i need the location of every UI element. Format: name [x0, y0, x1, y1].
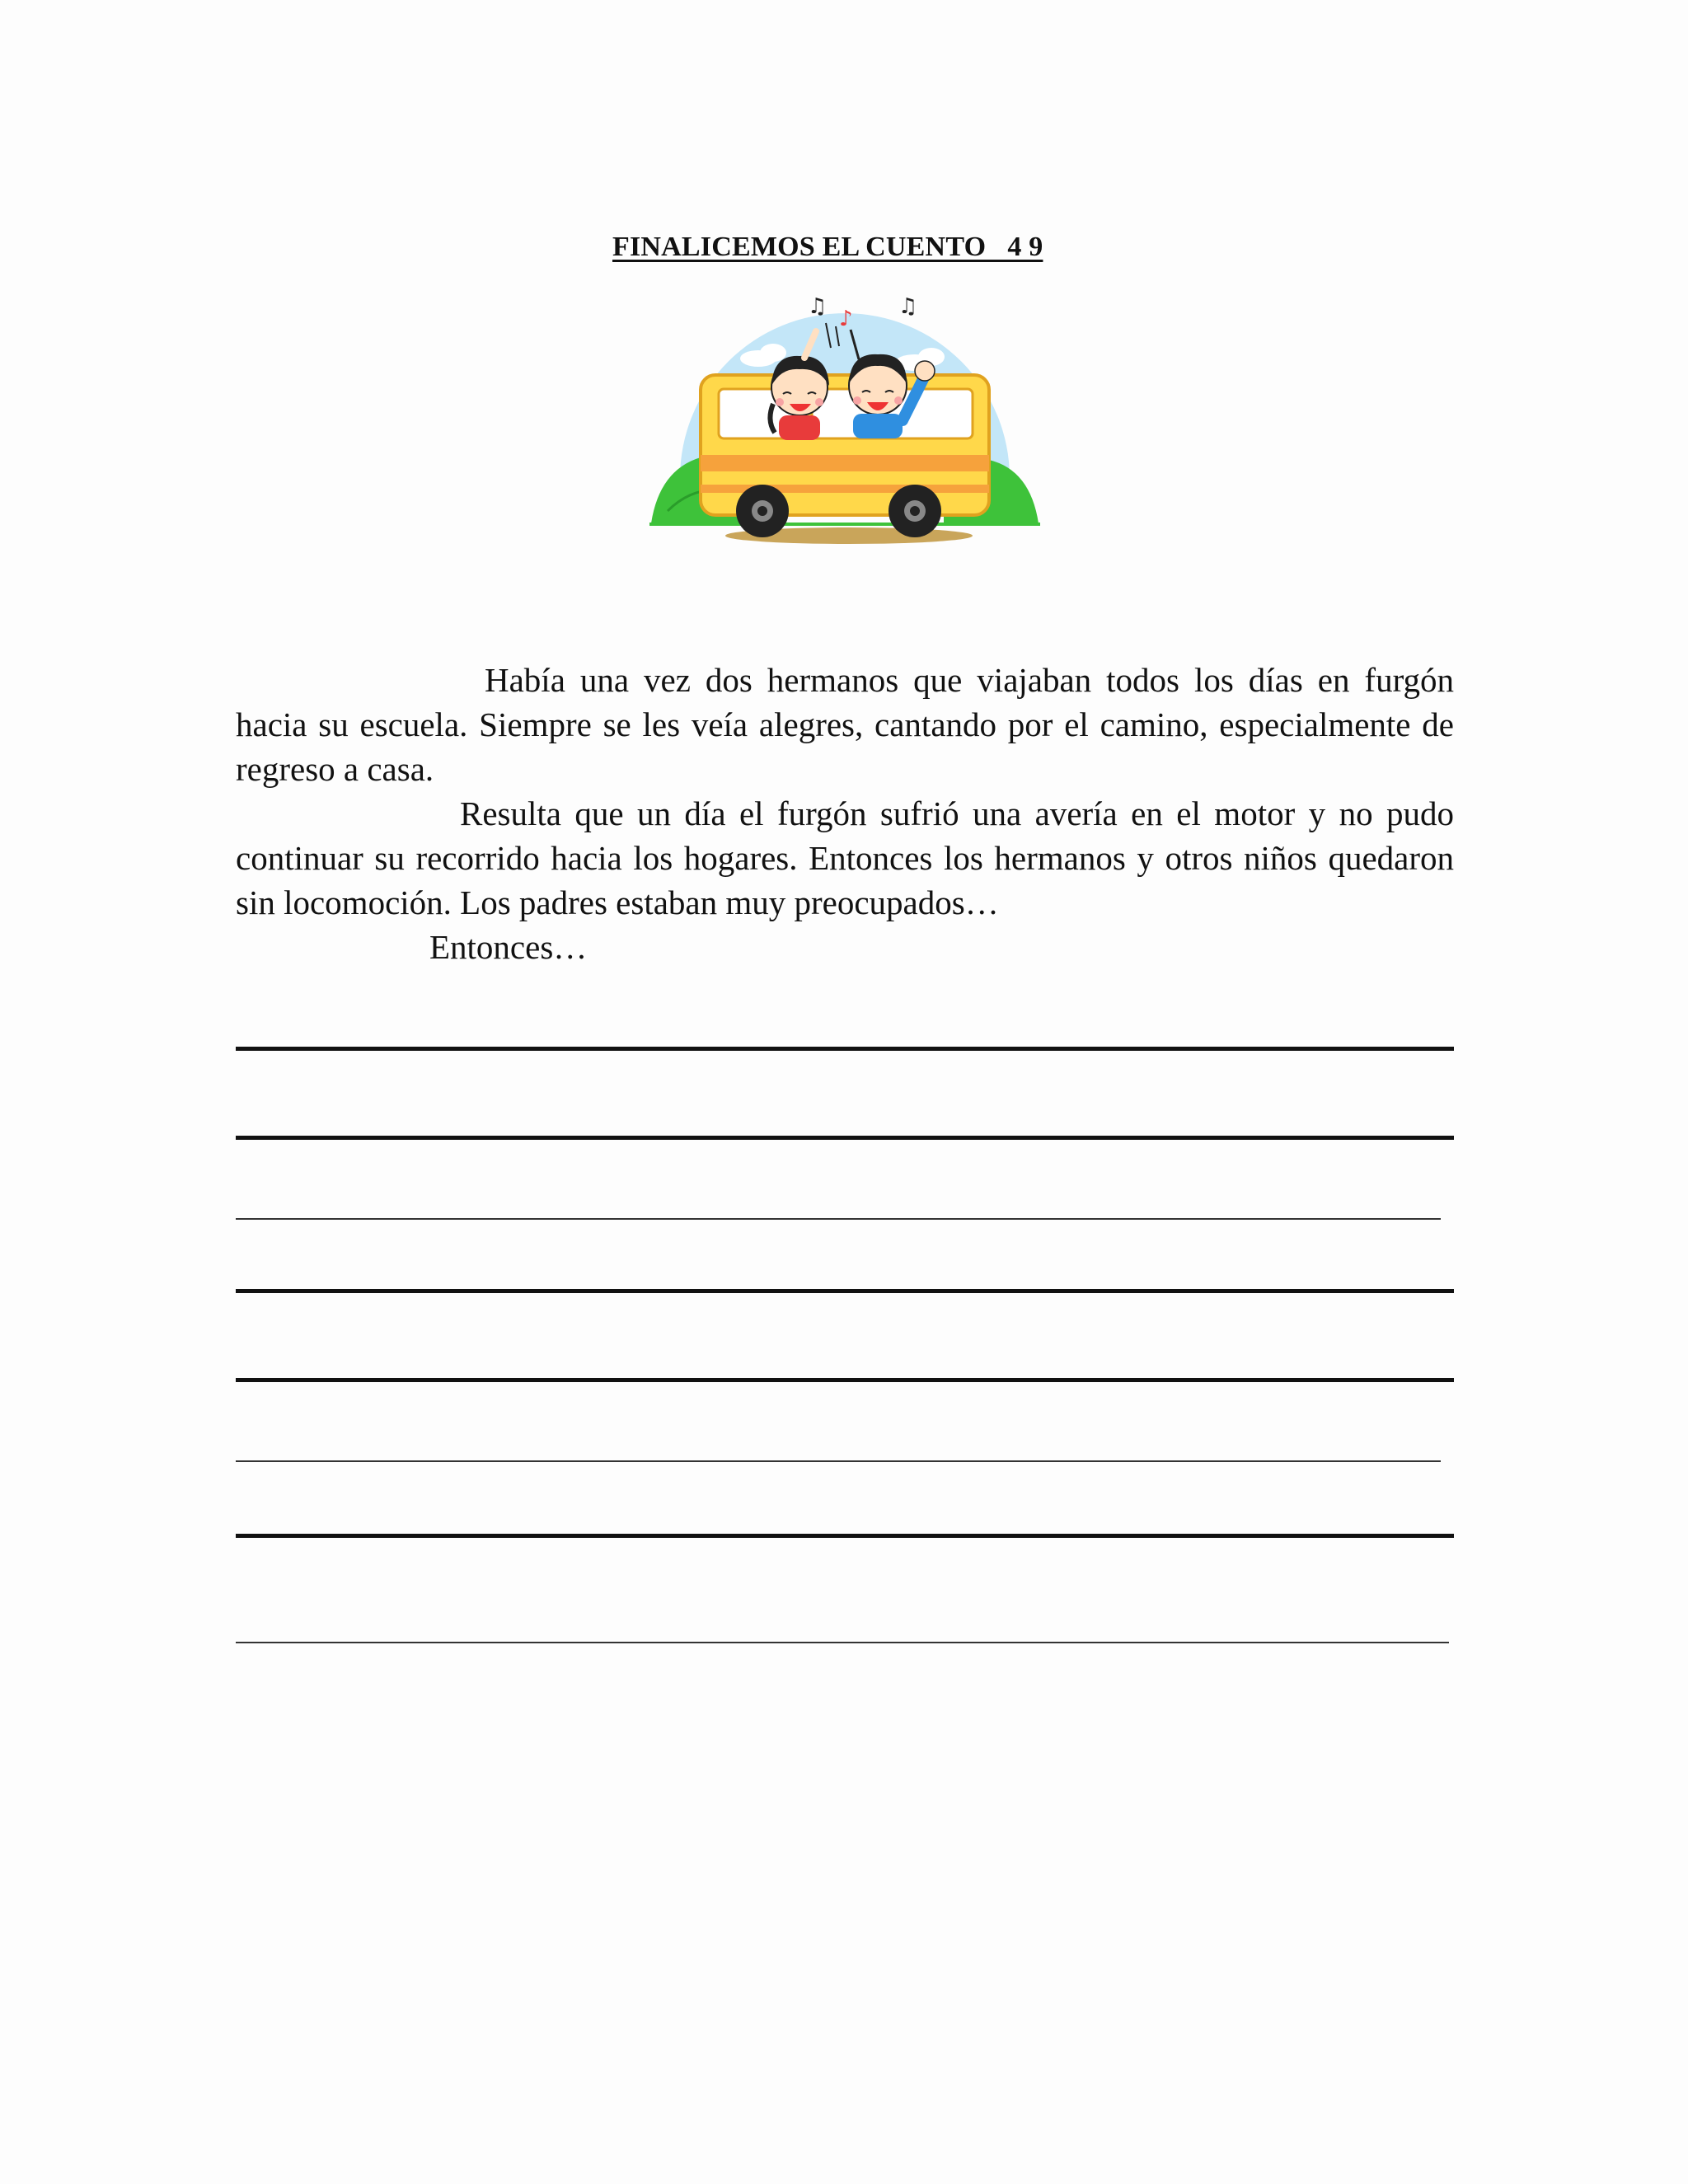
school-van-with-children-icon — [643, 288, 1047, 552]
writing-line[interactable] — [236, 1136, 1454, 1140]
writing-line[interactable] — [236, 1047, 1454, 1051]
story-text — [236, 658, 1454, 969]
svg-text:♫: ♫ — [808, 294, 828, 319]
writing-line[interactable] — [236, 1378, 1454, 1382]
svg-text:♫: ♫ — [898, 294, 918, 319]
writing-line[interactable] — [236, 1289, 1454, 1293]
story-paragraph-3: Entonces… — [429, 928, 588, 966]
writing-line[interactable] — [236, 1218, 1441, 1220]
writing-line[interactable] — [236, 1460, 1441, 1462]
writing-line[interactable] — [236, 1534, 1454, 1538]
writing-line[interactable] — [236, 1642, 1449, 1643]
story-paragraph-2: Resulta que un día el furgón sufrió una avería en el motor y no pudo continuar su recorrido hacia los hogares. Entonces los hermanos y otros niños quedaron sin locomoción. Los padres estaban muy preocupados… — [236, 794, 1454, 921]
story-paragraph-1: Había una vez dos hermanos que viajaban todos los días en furgón hacia su escuela. Siempre se les veía alegres, cantando por el camino, especialmente de regreso a casa. — [236, 661, 1454, 788]
page-title: FINALICEMOS EL CUENTO 4 9 — [612, 232, 1043, 262]
svg-text:♪: ♪ — [839, 307, 853, 331]
